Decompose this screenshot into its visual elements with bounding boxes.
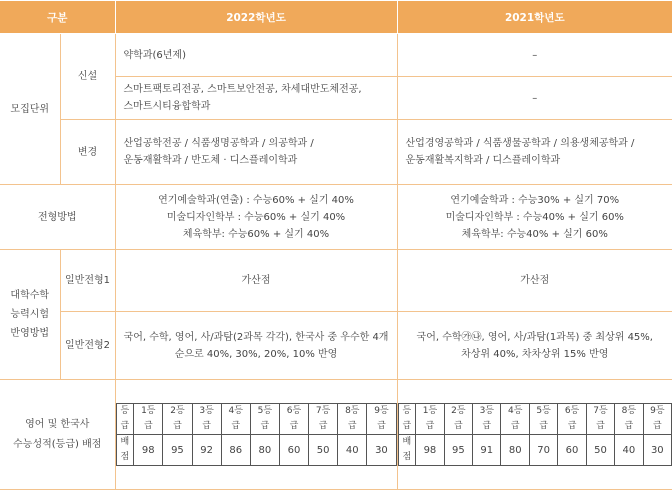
grade-table-2022 bbox=[116, 403, 397, 466]
score-header: 배점 bbox=[398, 435, 416, 466]
new2-2021: – bbox=[397, 77, 672, 120]
text-line: 순으로 40%, 30%, 20%, 10% 반영 bbox=[174, 348, 338, 360]
general2-2022 bbox=[115, 312, 397, 380]
method-2021 bbox=[397, 185, 672, 250]
text-line: 영어 및 한국사 bbox=[25, 418, 90, 430]
header-2021: 2021학년도 bbox=[397, 1, 672, 34]
new-label: 신설 bbox=[60, 34, 115, 120]
new2-2022 bbox=[115, 77, 397, 120]
grade-cell: 7등급 bbox=[586, 404, 614, 435]
score-cell: 91 bbox=[473, 435, 501, 466]
csat-label bbox=[0, 250, 60, 380]
header-category: 구분 bbox=[0, 1, 115, 34]
score-cell: 60 bbox=[279, 435, 308, 466]
grades-label bbox=[0, 380, 115, 490]
grades-2022 bbox=[115, 380, 397, 490]
grade-cell: 8등급 bbox=[338, 404, 367, 435]
grade-cell: 5등급 bbox=[529, 404, 557, 435]
score-cell: 80 bbox=[250, 435, 279, 466]
grade-header: 등급 bbox=[116, 404, 134, 435]
header-row bbox=[0, 1, 672, 34]
text-line: 차상위 40%, 차차상위 15% 반영 bbox=[461, 348, 609, 360]
table-row bbox=[0, 380, 672, 490]
general1-2021: 가산점 bbox=[397, 250, 672, 312]
text-line: 연기예술학과(연출) : 수능60% + 실기 40% bbox=[158, 194, 354, 206]
text-line: 산업경영공학과 / 식품생물공학과 / 의용생체공학과 / bbox=[405, 138, 635, 149]
score-cell: 60 bbox=[558, 435, 586, 466]
text-line: 운동재활학과 / 반도체 · 디스플레이학과 bbox=[123, 155, 298, 166]
text-line: 스마트팩토리전공, 스마트보안전공, 차세대반도체전공, bbox=[123, 84, 362, 95]
score-header: 배점 bbox=[116, 435, 134, 466]
text-line: 미술디자인학부 : 수능60% + 실기 40% bbox=[166, 211, 346, 223]
method-label: 전형방법 bbox=[0, 185, 115, 250]
text-line: 국어, 수학, 영어, 사/과탐(2과목 각각), 한국사 중 우수한 4개 bbox=[123, 331, 389, 343]
general1-label: 일반전형1 bbox=[60, 250, 115, 312]
text-line: 미술디자인학부 : 수능40% + 실기 60% bbox=[445, 211, 624, 223]
grade-cell: 4등급 bbox=[221, 404, 250, 435]
grade-cell: 3등급 bbox=[473, 404, 501, 435]
table-row bbox=[0, 312, 672, 380]
table-row bbox=[0, 185, 672, 250]
grade-cell: 5등급 bbox=[250, 404, 279, 435]
text-line: 연기예술학과 : 수능30% + 실기 70% bbox=[450, 194, 620, 206]
change-label: 변경 bbox=[60, 120, 115, 185]
score-cell: 30 bbox=[643, 435, 671, 466]
text-line: 국어, 수학㉮㉯, 영어, 사/과탐(1과목) 중 최상위 45%, bbox=[416, 331, 653, 343]
text-line: 대학수학 bbox=[10, 290, 50, 301]
score-cell: 40 bbox=[615, 435, 643, 466]
text-line: 체육학부: 수능60% + 실기 40% bbox=[182, 228, 330, 240]
score-cell: 40 bbox=[338, 435, 367, 466]
score-cell: 92 bbox=[192, 435, 221, 466]
grade-cell: 2등급 bbox=[444, 404, 472, 435]
table-row bbox=[0, 250, 672, 312]
grade-cell: 9등급 bbox=[643, 404, 671, 435]
score-cell: 80 bbox=[501, 435, 529, 466]
score-cell: 50 bbox=[309, 435, 338, 466]
general2-label: 일반전형2 bbox=[60, 312, 115, 380]
text-line: 수능성적(등급) 배점 bbox=[13, 438, 102, 450]
general1-2022: 가산점 bbox=[115, 250, 397, 312]
method-2022 bbox=[115, 185, 397, 250]
new1-2021: – bbox=[397, 34, 672, 77]
grade-row bbox=[116, 404, 396, 435]
score-cell: 95 bbox=[444, 435, 472, 466]
score-cell: 86 bbox=[221, 435, 250, 466]
grade-table-2021 bbox=[398, 403, 672, 466]
change-2021 bbox=[397, 120, 672, 185]
grade-cell: 1등급 bbox=[416, 404, 444, 435]
grade-cell: 2등급 bbox=[163, 404, 192, 435]
recruit-label: 모집단위 bbox=[0, 34, 60, 185]
change-2022 bbox=[115, 120, 397, 185]
grade-cell: 9등급 bbox=[367, 404, 396, 435]
score-cell: 98 bbox=[416, 435, 444, 466]
grade-cell: 3등급 bbox=[192, 404, 221, 435]
general2-2021 bbox=[397, 312, 672, 380]
text-line: 능력시험 bbox=[10, 309, 50, 320]
score-cell: 50 bbox=[586, 435, 614, 466]
grade-header: 등급 bbox=[398, 404, 416, 435]
header-2022: 2022학년도 bbox=[115, 1, 397, 34]
text-line: 산업공학전공 / 식품생명공학과 / 의공학과 / bbox=[123, 138, 314, 149]
score-cell: 95 bbox=[163, 435, 192, 466]
grade-row bbox=[398, 404, 672, 435]
grade-cell: 1등급 bbox=[134, 404, 163, 435]
text-line: 스마트시티융합학과 bbox=[123, 101, 211, 112]
score-row bbox=[398, 435, 672, 466]
score-cell: 98 bbox=[134, 435, 163, 466]
table-row bbox=[0, 120, 672, 185]
score-cell: 30 bbox=[367, 435, 396, 466]
grade-cell: 6등급 bbox=[558, 404, 586, 435]
new1-2022: 약학과(6년제) bbox=[115, 34, 397, 77]
text-line: 운동재활복지학과 / 디스플레이학과 bbox=[405, 155, 561, 166]
grade-cell: 8등급 bbox=[615, 404, 643, 435]
grades-2021 bbox=[397, 380, 672, 490]
grade-cell: 6등급 bbox=[279, 404, 308, 435]
grade-cell: 4등급 bbox=[501, 404, 529, 435]
table-row bbox=[0, 34, 672, 77]
score-row bbox=[116, 435, 396, 466]
text-line: 체육학부: 수능40% + 실기 60% bbox=[461, 228, 608, 240]
score-cell: 70 bbox=[529, 435, 557, 466]
grade-cell: 7등급 bbox=[309, 404, 338, 435]
text-line: 반영방법 bbox=[10, 328, 50, 339]
